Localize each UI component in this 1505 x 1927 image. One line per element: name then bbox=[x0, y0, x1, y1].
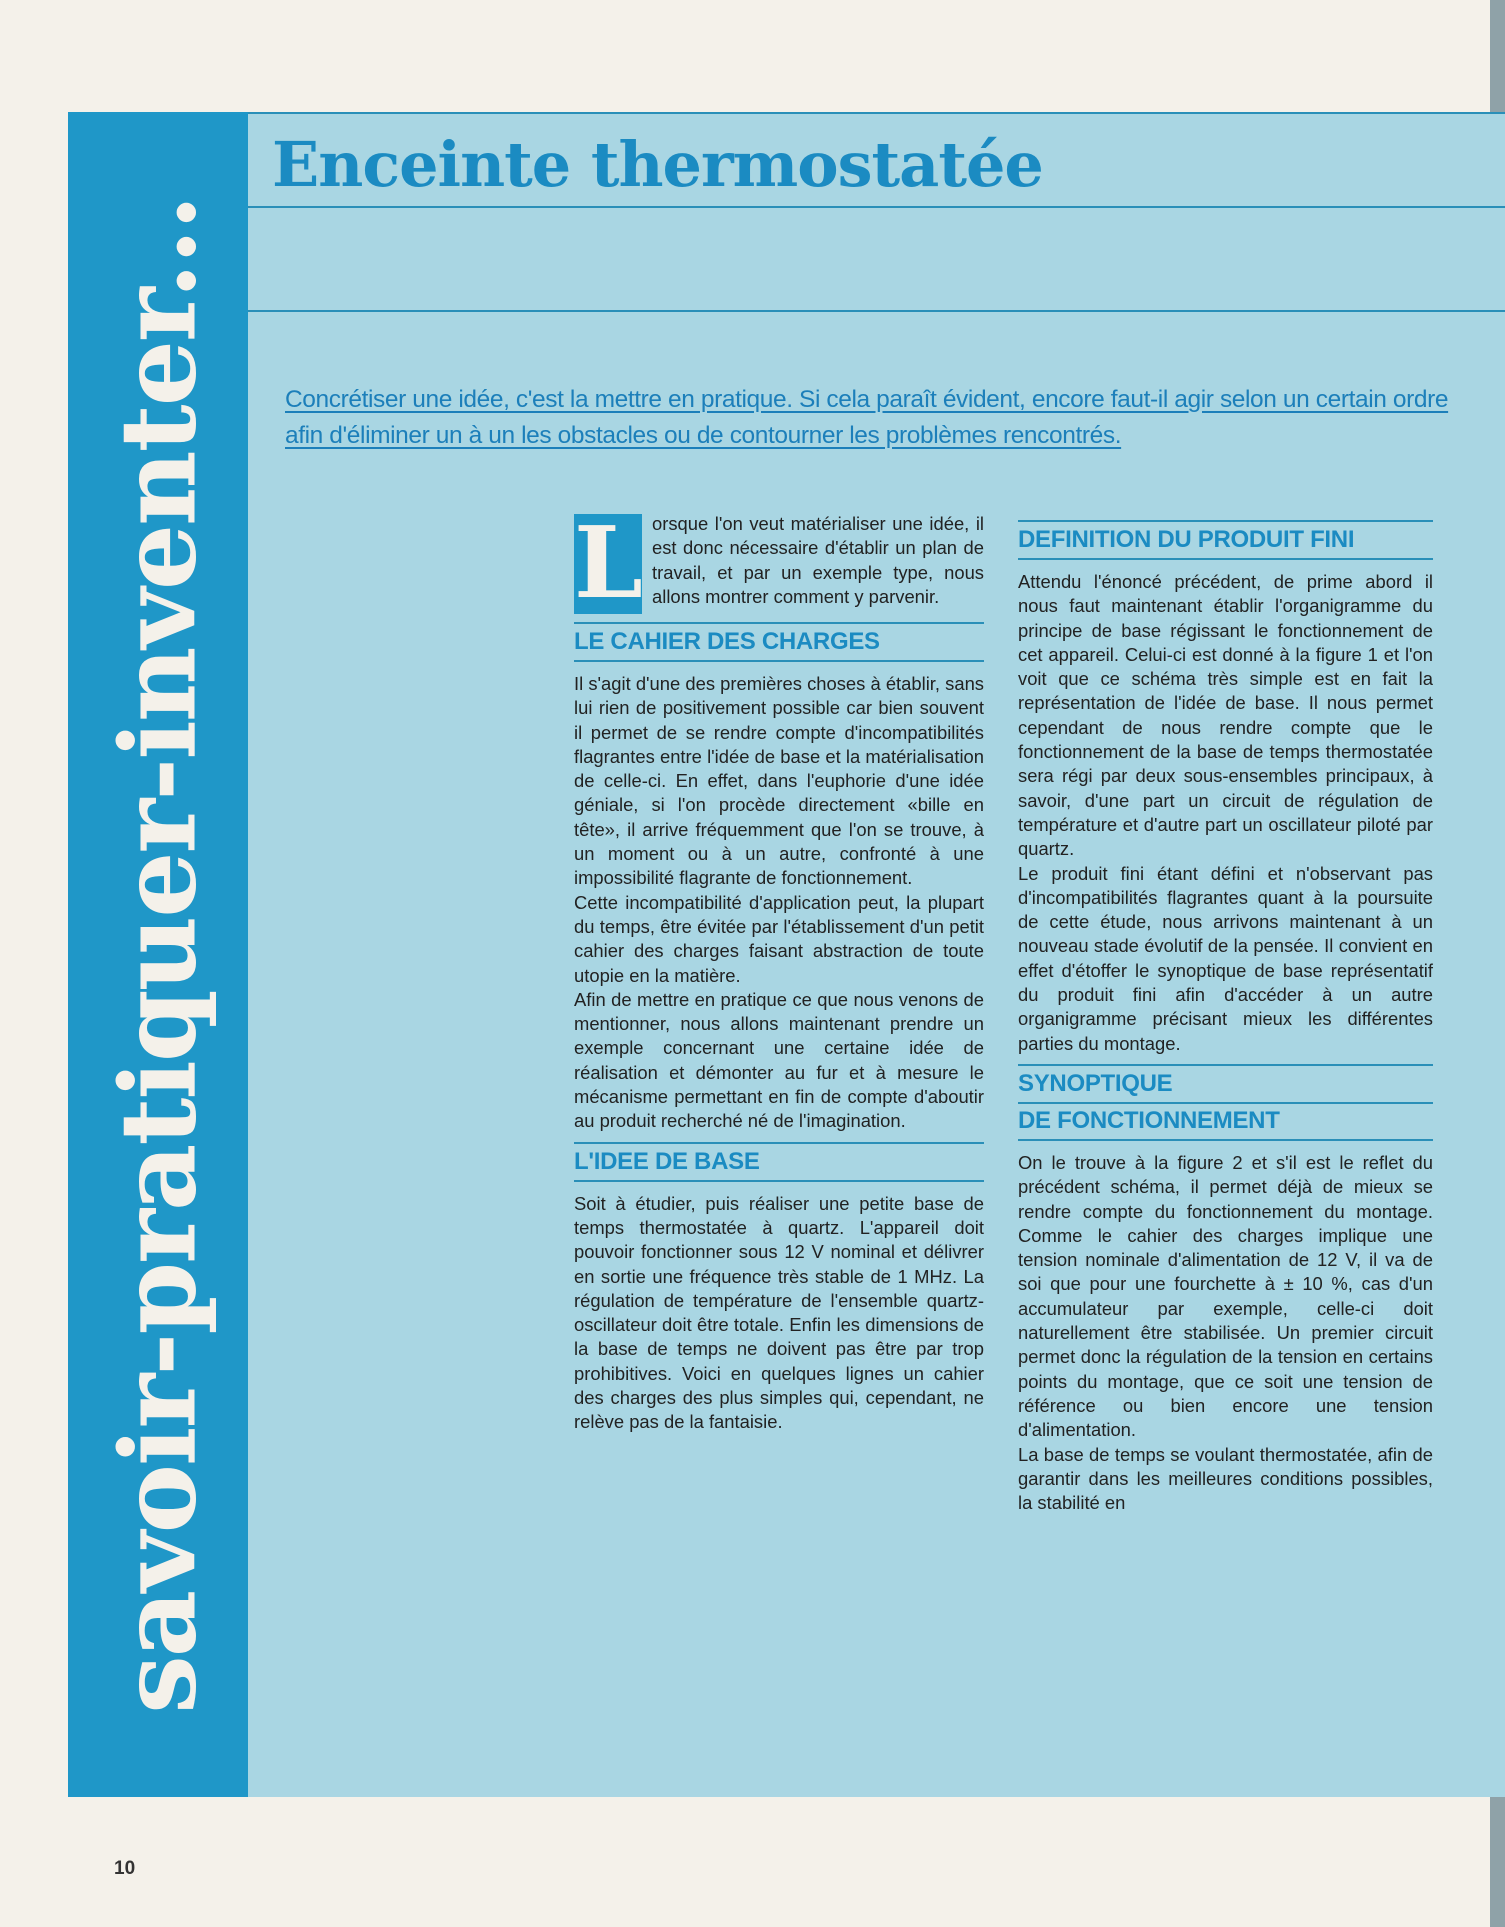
text-column-2 bbox=[1018, 512, 1433, 1515]
section-heading-definition: DEFINITION DU PRODUIT FINI bbox=[1018, 520, 1433, 560]
title-rule-top bbox=[248, 112, 1505, 114]
paragraph: Attendu l'énoncé précédent, de prime abord il nous faut maintenant établir l'organigramme du principe de base régissant le fonctionnement de cet appareil. Celui-ci est donné à la figure 1 et l'on voit que ce schéma très simple est en fait la représentation de l'idée de base. Il nous permet cependant de nous rendre compte que le fonctionnement de la base de temps thermostatée sera régi par deux sous-ensembles principaux, à savoir, d'une part un circuit de régulation de température et d'autre part un oscillateur piloté par quartz. bbox=[1018, 571, 1433, 860]
paragraph: Afin de mettre en pratique ce que nous venons de mentionner, nous allons maintenant prendre un exemple concernant une certaine idée de réalisation et démonter au fur et à mesure le mécanisme permettant en fin de compte d'aboutir au produit recherché né de l'imagination. bbox=[574, 988, 984, 1132]
heading-line: DE FONCTIONNEMENT bbox=[1018, 1102, 1433, 1136]
article-intro: Concrétiser une idée, c'est la mettre en pratique. Si cela paraît évident, encore faut-il agir selon un certain ordre afin d'éliminer un à un les obstacles ou de contourner les problèmes rencontrés. bbox=[285, 386, 1449, 449]
article-title: Enceinte thermostatée bbox=[272, 128, 1043, 201]
lead-paragraph bbox=[574, 512, 984, 614]
side-banner-title: savoir-pratiquer-inventer... bbox=[96, 195, 220, 1714]
section-heading-cahier: LE CAHIER DES CHARGES bbox=[574, 622, 984, 662]
side-banner bbox=[68, 112, 248, 1797]
header-band-rule bbox=[248, 310, 1505, 312]
paragraph: Il s'agit d'une des premières choses à établir, sans lui rien de positivement possible car bien souvent il permet de se rendre compte d'incompatibilités flagrantes entre l'idée de base et la matérialisation de celle-ci. En effet, dans l'euphorie d'une idée géniale, si l'on procède directement «bille en tête», il arrive fréquemment que l'on se trouve, à un moment ou à un autre, confronté à une impossibilité flagrante de fonctionnement. bbox=[574, 673, 984, 889]
section-heading-synoptique bbox=[1018, 1064, 1433, 1141]
heading-line: SYNOPTIQUE bbox=[1018, 1069, 1173, 1097]
page-number: 10 bbox=[114, 1858, 136, 1879]
drop-cap: L bbox=[574, 512, 643, 614]
paragraph: On le trouve à la figure 2 et s'il est le reflet du précédent schéma, il permet déjà de mieux se rendre compte du fonctionnement du montage. Comme le cahier des charges implique une tension nominale d'alimentation de 12 V, il va de soi que pour une fourchette à ± 10 %, cas d'un accumulateur par exemple, celle-ci doit naturellement être stabilisée. Un premier circuit permet donc la régulation de la tension en certains points du montage, que ce soit une tension de référence ou bien encore une tension d'alimentation. bbox=[1018, 1151, 1433, 1441]
text-column-1 bbox=[574, 512, 984, 1435]
paragraph: La base de temps se voulant thermostatée, afin de garantir dans les meilleures conditions possibles, la stabilité en bbox=[1018, 1443, 1433, 1514]
paragraph: Cette incompatibilité d'application peut, la plupart du temps, être évitée par l'établissement d'un petit cahier des charges faisant abstraction de toute utopie en la matière. bbox=[574, 891, 984, 986]
title-rule-bottom bbox=[248, 206, 1505, 208]
paragraph: Le produit fini étant défini et n'observant pas d'incompatibilités flagrantes quant à la poursuite de cette étude, nous arrivons maintenant à un nouveau stade évolutif de la pensée. Il convient en effet d'étoffer le synoptique de base représentatif du produit fini afin d'accéder à un autre organigramme précisant mieux les différentes parties du montage. bbox=[1018, 862, 1433, 1054]
lead-text: orsque l'on veut matérialiser une idée, il est donc nécessaire d'établir un plan de travail, et par un exemple type, nous allons montrer comment y parvenir. bbox=[652, 513, 984, 607]
section-heading-idee: L'IDEE DE BASE bbox=[574, 1142, 984, 1182]
paragraph: Soit à étudier, puis réaliser une petite base de temps thermostatée à quartz. L'appareil doit pouvoir fonctionner sous 12 V nominal et délivrer en sortie une fréquence très stable de 1 MHz. La régulation de température de l'ensemble quartz-oscillateur doit être totale. Enfin les dimensions de la base de temps ne doivent pas être par trop prohibitives. Voici en quelques lignes un cahier des charges des plus simples qui, cependant, ne relève pas de la fantaisie. bbox=[574, 1192, 984, 1433]
